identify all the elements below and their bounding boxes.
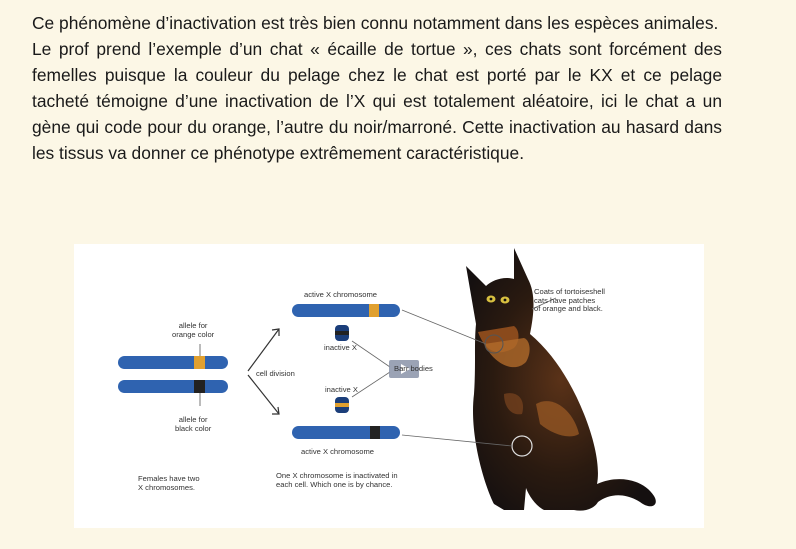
label-barr-bodies: Barr bodies <box>394 364 433 373</box>
label-allele-orange: allele for orange color <box>172 321 215 339</box>
active-x-top <box>292 304 400 317</box>
label-coats: Coats of tortoiseshell cats have patches of orange and black. <box>534 287 605 313</box>
label-one-x-inactivated: One X chromosome is inactivated in each cell. Which one is by chance. <box>276 471 398 489</box>
inactive-x-bottom <box>335 397 349 413</box>
label-active-x-bottom: active X chromosome <box>301 447 375 456</box>
chromosome-pair-left <box>118 344 228 406</box>
label-cell-division: cell division <box>256 369 295 378</box>
label-females: Females have two X chromosomes. <box>138 474 200 492</box>
label-active-x-top: active X chromosome <box>304 290 378 299</box>
active-x-bottom <box>292 426 400 439</box>
inactive-x-top <box>335 325 349 341</box>
label-allele-black: allele for black color <box>175 415 212 433</box>
body-text <box>32 10 722 166</box>
label-inactive-x-top: inactive X <box>324 343 357 352</box>
paragraph-2: Le prof prend l’exemple d’un chat « écaille de tortue », ces chats sont forcément des femelles puisque la couleur du pelage chez le chat est porté par le KX et ce pelage tacheté témoigne d’une inactivation de l’X qui est totalement aléatoire, ici le chat a un gène qui code pour du orange, l’autre du noir/marroné. Cette inactivation au hasard dans les tissus va donner ce phénotype extrêmement caractéristique. <box>32 39 722 163</box>
label-inactive-x-bottom: inactive X <box>325 385 358 394</box>
paragraph-1: Ce phénomène d’inactivation est très bien connu notamment dans les espèces animales. <box>32 13 719 33</box>
x-inactivation-figure <box>74 244 704 528</box>
